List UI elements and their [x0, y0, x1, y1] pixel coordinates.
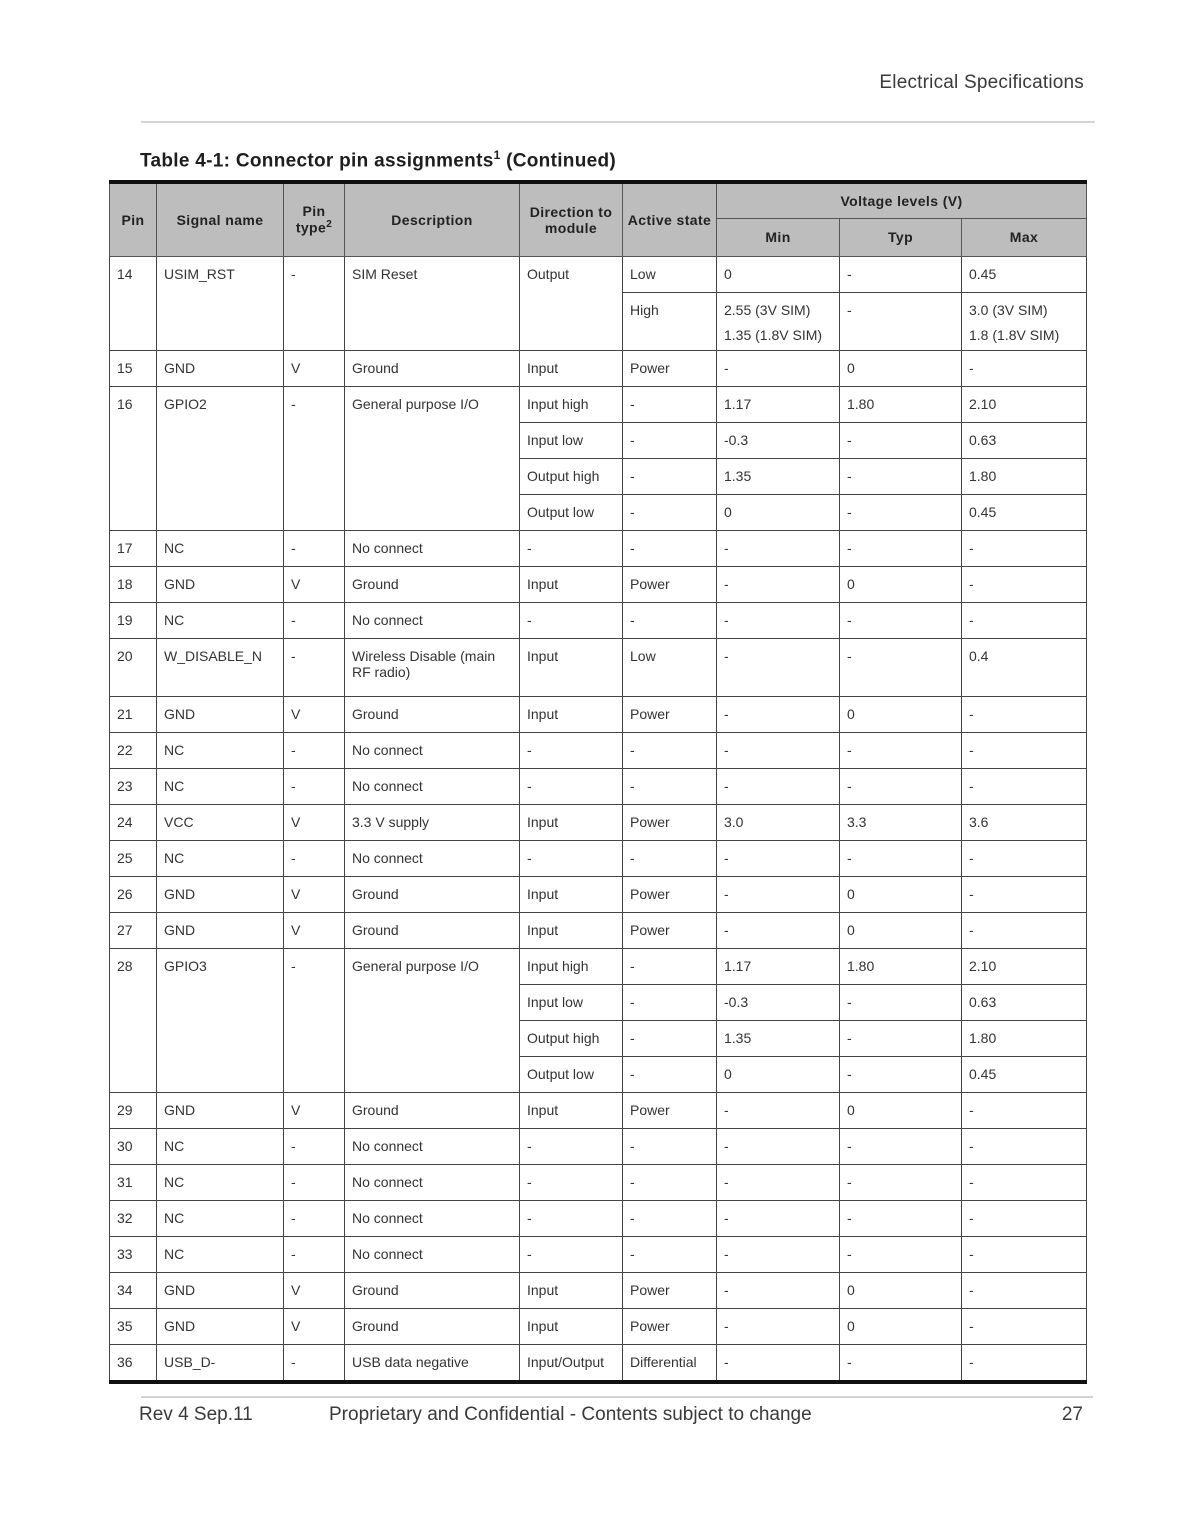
table-row: [110, 1344, 1087, 1382]
cell-pin-type: -: [284, 732, 345, 768]
cell-signal-name: GND: [157, 566, 284, 602]
cell-pin-type: V: [284, 876, 345, 912]
cell-active-state: -: [623, 458, 717, 494]
cell-pin: 36: [110, 1344, 157, 1382]
cell-pin: 34: [110, 1272, 157, 1308]
cell-description: Ground: [345, 876, 520, 912]
table-row: [110, 1092, 1087, 1128]
cell-typ: -: [840, 602, 962, 638]
cell-pin: 26: [110, 876, 157, 912]
cell-min: -: [717, 638, 840, 696]
section-title: Electrical Specifications: [879, 72, 1084, 93]
cell-typ: -: [840, 638, 962, 696]
cell-min: -: [717, 530, 840, 566]
cell-direction: Input: [520, 566, 623, 602]
cell-signal-name: GND: [157, 1272, 284, 1308]
table-row: [110, 768, 1087, 804]
table-caption-text: Table 4-1: Connector pin assignments: [140, 150, 494, 172]
header-voltage-levels: Voltage levels (V): [717, 182, 1087, 218]
cell-typ: -: [840, 984, 962, 1020]
page-number: 27: [1061, 1404, 1083, 1425]
cell-signal-name: GND: [157, 876, 284, 912]
cell-pin: 32: [110, 1200, 157, 1236]
cell-pin: 19: [110, 602, 157, 638]
cell-max: 3.6: [962, 804, 1087, 840]
header-direction: Direction to module: [520, 182, 623, 256]
cell-active-state: -: [623, 1020, 717, 1056]
cell-typ: 0: [840, 566, 962, 602]
cell-active-state: -: [623, 1056, 717, 1092]
cell-min: 1.35: [717, 458, 840, 494]
cell-active-state: Low: [623, 638, 717, 696]
cell-signal-name: NC: [157, 840, 284, 876]
cell-active-state: High: [623, 292, 717, 350]
table-row: [110, 1272, 1087, 1308]
cell-pin: 21: [110, 696, 157, 732]
cell-max: -: [962, 1344, 1087, 1382]
header-typ: Typ: [840, 218, 962, 256]
cell-pin: 23: [110, 768, 157, 804]
cell-typ: 0: [840, 876, 962, 912]
cell-direction: Input: [520, 804, 623, 840]
cell-active-state: -: [623, 422, 717, 458]
cell-active-state: Power: [623, 1092, 717, 1128]
cell-typ: 0: [840, 912, 962, 948]
cell-min: -: [717, 1164, 840, 1200]
cell-min: 1.17: [717, 386, 840, 422]
cell-max: 2.10: [962, 386, 1087, 422]
cell-typ: -: [840, 1164, 962, 1200]
table-row: [110, 350, 1087, 386]
cell-active-state: Differential: [623, 1344, 717, 1382]
cell-typ: -: [840, 1200, 962, 1236]
cell-max: 1.80: [962, 458, 1087, 494]
cell-active-state: Power: [623, 1272, 717, 1308]
cell-signal-name: W_DISABLE_N: [157, 638, 284, 696]
cell-direction: Output: [520, 256, 623, 350]
cell-description: No connect: [345, 1128, 520, 1164]
cell-max: -: [962, 530, 1087, 566]
cell-pin: 29: [110, 1092, 157, 1128]
cell-direction: Input low: [520, 984, 623, 1020]
cell-min: -: [717, 912, 840, 948]
cell-pin: 17: [110, 530, 157, 566]
cell-pin-type: V: [284, 566, 345, 602]
header-active-state: Active state: [623, 182, 717, 256]
cell-active-state: -: [623, 1236, 717, 1272]
cell-active-state: Power: [623, 566, 717, 602]
cell-max: 0.45: [962, 256, 1087, 292]
cell-description: Ground: [345, 1092, 520, 1128]
cell-pin-type: V: [284, 696, 345, 732]
cell-active-state: -: [623, 840, 717, 876]
table-row: [110, 696, 1087, 732]
table-row: [110, 1128, 1087, 1164]
cell-max: -: [962, 350, 1087, 386]
table-row: [110, 1200, 1087, 1236]
cell-direction: -: [520, 1200, 623, 1236]
cell-pin: 14: [110, 256, 157, 350]
cell-direction: Input: [520, 350, 623, 386]
cell-typ: -: [840, 840, 962, 876]
cell-pin-type: -: [284, 530, 345, 566]
table-row: [110, 256, 1087, 292]
table-row: [110, 602, 1087, 638]
cell-max: -: [962, 602, 1087, 638]
header-pin-type-footnote: 2: [326, 219, 333, 231]
cell-pin-type: V: [284, 912, 345, 948]
cell-direction: -: [520, 732, 623, 768]
cell-direction: Output low: [520, 494, 623, 530]
cell-pin-type: -: [284, 948, 345, 1092]
cell-typ: -: [840, 1344, 962, 1382]
footer-confidential-notice: Proprietary and Confidential - Contents subject to change: [329, 1404, 812, 1425]
header-pin-type: [284, 182, 345, 256]
table-row: [110, 386, 1087, 422]
cell-description: USB data negative: [345, 1344, 520, 1382]
cell-signal-name: GND: [157, 912, 284, 948]
cell-max: -: [962, 1092, 1087, 1128]
cell-description: No connect: [345, 1164, 520, 1200]
cell-pin: 27: [110, 912, 157, 948]
cell-max: -: [962, 1236, 1087, 1272]
cell-signal-name: NC: [157, 1128, 284, 1164]
cell-min: 1.17: [717, 948, 840, 984]
cell-description: SIM Reset: [345, 256, 520, 350]
cell-max: -: [962, 876, 1087, 912]
header-description: Description: [345, 182, 520, 256]
cell-active-state: Power: [623, 350, 717, 386]
cell-direction: -: [520, 840, 623, 876]
cell-pin-type: -: [284, 1200, 345, 1236]
cell-min: 3.0: [717, 804, 840, 840]
cell-max: 0.45: [962, 494, 1087, 530]
table-row: [110, 948, 1087, 984]
cell-direction: Input: [520, 912, 623, 948]
table-row: [110, 912, 1087, 948]
cell-direction: Input: [520, 696, 623, 732]
cell-direction: Output high: [520, 458, 623, 494]
cell-direction: Input: [520, 1308, 623, 1344]
cell-pin-type: -: [284, 602, 345, 638]
header-pin: Pin: [110, 182, 157, 256]
cell-direction: Input low: [520, 422, 623, 458]
cell-pin-type: -: [284, 386, 345, 530]
header-signal-name: Signal name: [157, 182, 284, 256]
cell-pin-type: -: [284, 1128, 345, 1164]
cell-active-state: -: [623, 530, 717, 566]
cell-direction: Input: [520, 1092, 623, 1128]
cell-direction: Input high: [520, 948, 623, 984]
cell-min: -: [717, 696, 840, 732]
table-caption-footnote: 1: [493, 148, 501, 162]
footer-revision: Rev 4 Sep.11: [139, 1404, 253, 1425]
cell-pin: 33: [110, 1236, 157, 1272]
cell-min: -: [717, 876, 840, 912]
table-row: [110, 804, 1087, 840]
cell-signal-name: GND: [157, 1308, 284, 1344]
cell-max: -: [962, 732, 1087, 768]
cell-max: -: [962, 912, 1087, 948]
cell-typ: -: [840, 1236, 962, 1272]
cell-active-state: -: [623, 494, 717, 530]
cell-pin: 35: [110, 1308, 157, 1344]
cell-min: -: [717, 732, 840, 768]
table-row: [110, 530, 1087, 566]
cell-typ: 0: [840, 1092, 962, 1128]
cell-typ: -: [840, 1128, 962, 1164]
cell-description: Ground: [345, 350, 520, 386]
cell-active-state: Low: [623, 256, 717, 292]
cell-pin-type: -: [284, 768, 345, 804]
header-pin-type-label: Pin type: [295, 203, 327, 237]
cell-direction: -: [520, 1236, 623, 1272]
cell-pin-type: -: [284, 1164, 345, 1200]
cell-active-state: -: [623, 602, 717, 638]
cell-min: -: [717, 1308, 840, 1344]
cell-min: -: [717, 1272, 840, 1308]
cell-description: No connect: [345, 768, 520, 804]
table-row: [110, 1236, 1087, 1272]
cell-active-state: Power: [623, 876, 717, 912]
cell-max: -: [962, 1200, 1087, 1236]
cell-signal-name: NC: [157, 732, 284, 768]
cell-active-state: -: [623, 1128, 717, 1164]
cell-signal-name: USB_D-: [157, 1344, 284, 1382]
cell-min: -0.3: [717, 422, 840, 458]
cell-description: Ground: [345, 912, 520, 948]
cell-signal-name: NC: [157, 1200, 284, 1236]
table-row: [110, 566, 1087, 602]
cell-direction: Output low: [520, 1056, 623, 1092]
cell-max: 0.63: [962, 984, 1087, 1020]
cell-pin: 25: [110, 840, 157, 876]
cell-signal-name: NC: [157, 530, 284, 566]
cell-direction: -: [520, 1128, 623, 1164]
cell-active-state: Power: [623, 1308, 717, 1344]
cell-signal-name: GND: [157, 1092, 284, 1128]
cell-typ: 0: [840, 1272, 962, 1308]
cell-direction: -: [520, 1164, 623, 1200]
cell-max: 1.80: [962, 1020, 1087, 1056]
cell-pin-type: -: [284, 638, 345, 696]
cell-direction: -: [520, 768, 623, 804]
header-max: Max: [962, 218, 1087, 256]
cell-pin: 28: [110, 948, 157, 1092]
cell-direction: Output high: [520, 1020, 623, 1056]
cell-description: Ground: [345, 1308, 520, 1344]
table-row: [110, 732, 1087, 768]
cell-typ: 0: [840, 350, 962, 386]
cell-pin-type: V: [284, 1272, 345, 1308]
cell-min: -: [717, 768, 840, 804]
cell-active-state: Power: [623, 912, 717, 948]
cell-max: -: [962, 1128, 1087, 1164]
cell-direction: Input: [520, 1272, 623, 1308]
cell-typ: -: [840, 494, 962, 530]
cell-direction: Input high: [520, 386, 623, 422]
cell-description: Ground: [345, 1272, 520, 1308]
footer-divider: [141, 1396, 1093, 1398]
cell-description: Ground: [345, 566, 520, 602]
cell-description: General purpose I/O: [345, 386, 520, 530]
cell-pin-type: V: [284, 1308, 345, 1344]
cell-description: No connect: [345, 840, 520, 876]
cell-pin-type: V: [284, 1092, 345, 1128]
cell-typ: -: [840, 292, 962, 350]
cell-min: -: [717, 1236, 840, 1272]
cell-min: 0: [717, 494, 840, 530]
cell-pin-type: -: [284, 1236, 345, 1272]
cell-description: No connect: [345, 732, 520, 768]
cell-description: Ground: [345, 696, 520, 732]
cell-direction: -: [520, 530, 623, 566]
cell-direction: Input/Output: [520, 1344, 623, 1382]
cell-pin: 15: [110, 350, 157, 386]
cell-signal-name: VCC: [157, 804, 284, 840]
cell-min: -: [717, 1092, 840, 1128]
table-row: [110, 638, 1087, 696]
header-divider: [141, 121, 1095, 123]
pin-table-body: [110, 256, 1087, 1382]
cell-signal-name: USIM_RST: [157, 256, 284, 350]
pin-table-wrapper: [109, 180, 1086, 1384]
cell-pin: 30: [110, 1128, 157, 1164]
cell-typ: -: [840, 1020, 962, 1056]
cell-description: 3.3 V supply: [345, 804, 520, 840]
header-min: Min: [717, 218, 840, 256]
cell-signal-name: NC: [157, 768, 284, 804]
cell-max: 2.10: [962, 948, 1087, 984]
cell-min: -: [717, 1344, 840, 1382]
cell-pin: 24: [110, 804, 157, 840]
cell-pin: 22: [110, 732, 157, 768]
cell-typ: -: [840, 768, 962, 804]
cell-max: -: [962, 1272, 1087, 1308]
cell-min: 0: [717, 256, 840, 292]
cell-description: Wireless Disable (main RF radio): [345, 638, 520, 696]
table-caption-suffix: (Continued): [500, 150, 617, 172]
cell-typ: 0: [840, 696, 962, 732]
pin-assignment-table: [109, 180, 1087, 1384]
cell-min: 0: [717, 1056, 840, 1092]
cell-pin: 31: [110, 1164, 157, 1200]
cell-min: -0.3: [717, 984, 840, 1020]
cell-min: 1.35: [717, 1020, 840, 1056]
cell-description: No connect: [345, 1236, 520, 1272]
cell-min: -: [717, 566, 840, 602]
cell-pin-type: V: [284, 804, 345, 840]
cell-description: No connect: [345, 1200, 520, 1236]
cell-max: -: [962, 840, 1087, 876]
cell-typ: 1.80: [840, 386, 962, 422]
cell-max: 3.0 (3V SIM) 1.8 (1.8V SIM): [962, 292, 1087, 350]
cell-pin: 16: [110, 386, 157, 530]
cell-pin: 20: [110, 638, 157, 696]
cell-direction: Input: [520, 638, 623, 696]
cell-active-state: -: [623, 1164, 717, 1200]
cell-signal-name: NC: [157, 602, 284, 638]
table-row: [110, 1164, 1087, 1200]
cell-typ: 0: [840, 1308, 962, 1344]
cell-signal-name: NC: [157, 1236, 284, 1272]
cell-max: 0.45: [962, 1056, 1087, 1092]
cell-typ: -: [840, 732, 962, 768]
cell-signal-name: NC: [157, 1164, 284, 1200]
cell-max: -: [962, 696, 1087, 732]
cell-min: -: [717, 1128, 840, 1164]
cell-active-state: -: [623, 948, 717, 984]
cell-direction: Input: [520, 876, 623, 912]
cell-signal-name: GND: [157, 696, 284, 732]
cell-active-state: -: [623, 1200, 717, 1236]
cell-active-state: -: [623, 732, 717, 768]
table-row: [110, 876, 1087, 912]
cell-min: -: [717, 1200, 840, 1236]
cell-direction: -: [520, 602, 623, 638]
cell-active-state: -: [623, 768, 717, 804]
cell-max: -: [962, 1308, 1087, 1344]
cell-max: 0.63: [962, 422, 1087, 458]
table-row: [110, 1308, 1087, 1344]
cell-typ: -: [840, 458, 962, 494]
cell-signal-name: GPIO3: [157, 948, 284, 1092]
cell-signal-name: GND: [157, 350, 284, 386]
cell-pin-type: -: [284, 840, 345, 876]
cell-max: 0.4: [962, 638, 1087, 696]
cell-max: -: [962, 768, 1087, 804]
cell-typ: -: [840, 422, 962, 458]
cell-description: No connect: [345, 602, 520, 638]
cell-active-state: -: [623, 386, 717, 422]
cell-typ: 1.80: [840, 948, 962, 984]
cell-description: No connect: [345, 530, 520, 566]
table-caption: [140, 148, 616, 172]
cell-signal-name: GPIO2: [157, 386, 284, 530]
cell-min: 2.55 (3V SIM) 1.35 (1.8V SIM): [717, 292, 840, 350]
cell-typ: -: [840, 1056, 962, 1092]
cell-active-state: Power: [623, 804, 717, 840]
cell-typ: 3.3: [840, 804, 962, 840]
cell-active-state: -: [623, 984, 717, 1020]
cell-active-state: Power: [623, 696, 717, 732]
cell-max: -: [962, 1164, 1087, 1200]
table-row: [110, 840, 1087, 876]
cell-pin: 18: [110, 566, 157, 602]
cell-min: -: [717, 350, 840, 386]
cell-pin-type: V: [284, 350, 345, 386]
cell-max: -: [962, 566, 1087, 602]
cell-typ: -: [840, 256, 962, 292]
cell-min: -: [717, 602, 840, 638]
cell-pin-type: -: [284, 1344, 345, 1382]
cell-min: -: [717, 840, 840, 876]
cell-pin-type: -: [284, 256, 345, 350]
cell-description: General purpose I/O: [345, 948, 520, 1092]
cell-typ: -: [840, 530, 962, 566]
